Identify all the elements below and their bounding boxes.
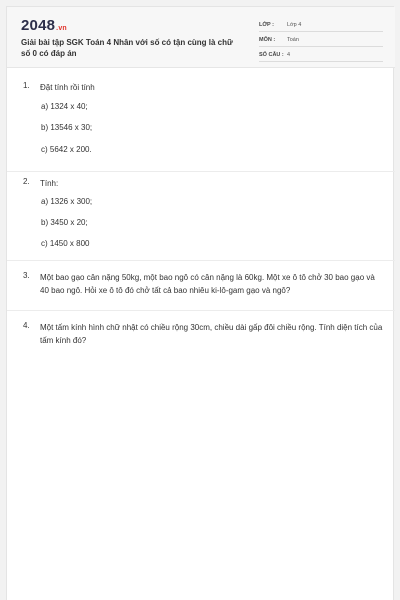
meta-grade [259, 19, 383, 32]
meta-subject-value: Toán [287, 37, 299, 43]
question-item: b) 13546 x 30; [41, 123, 93, 132]
site-logo[interactable] [21, 17, 67, 34]
question-item: c) 5642 x 200. [41, 145, 92, 154]
logo-main: 2048 [21, 17, 56, 34]
divider [7, 171, 395, 172]
meta-count [259, 49, 383, 62]
question-number: 4. [23, 321, 30, 330]
question-text: Đặt tính rồi tính [40, 83, 95, 92]
meta-count-key: SỐ CÂU : [259, 52, 284, 58]
meta-grade-key: LỚP : [259, 22, 274, 28]
question-item: a) 1326 x 300; [41, 197, 93, 206]
worksheet-page [6, 6, 394, 600]
meta-subject-key: MÔN : [259, 37, 276, 43]
question-item: a) 1324 x 40; [41, 102, 88, 111]
question-text: Một bao gạo cân nặng 50kg, một bao ngô có cân nặng là 60kg. Một xe ô tô chở 30 bao gạo và 40 bao ngô. Hỏi xe ô tô đó chở tất cả bao nhiêu ki-lô-gam gạo và ngô? [40, 273, 375, 295]
question-item: c) 1450 x 800 [41, 239, 90, 248]
divider [7, 260, 395, 261]
meta-count-value: 4 [287, 52, 291, 58]
meta-grade-value: Lớp 4 [287, 22, 302, 28]
worksheet-header [7, 7, 395, 68]
logo-suffix: .vn [56, 25, 67, 32]
worksheet-title: Giải bài tập SGK Toán 4 Nhân với số có tận cùng là chữ số 0 có đáp án [21, 38, 233, 58]
question-text: Tính: [40, 179, 59, 188]
question-text: Một tấm kính hình chữ nhật có chiều rộng 30cm, chiều dài gấp đôi chiều rộng. Tính diện tích của tấm kính đó? [40, 323, 383, 345]
question-number: 3. [23, 271, 30, 280]
question-number: 1. [23, 81, 30, 90]
divider [7, 310, 395, 311]
question-number: 2. [23, 177, 30, 186]
question-item: b) 3450 x 20; [41, 218, 88, 227]
meta-subject [259, 34, 383, 47]
